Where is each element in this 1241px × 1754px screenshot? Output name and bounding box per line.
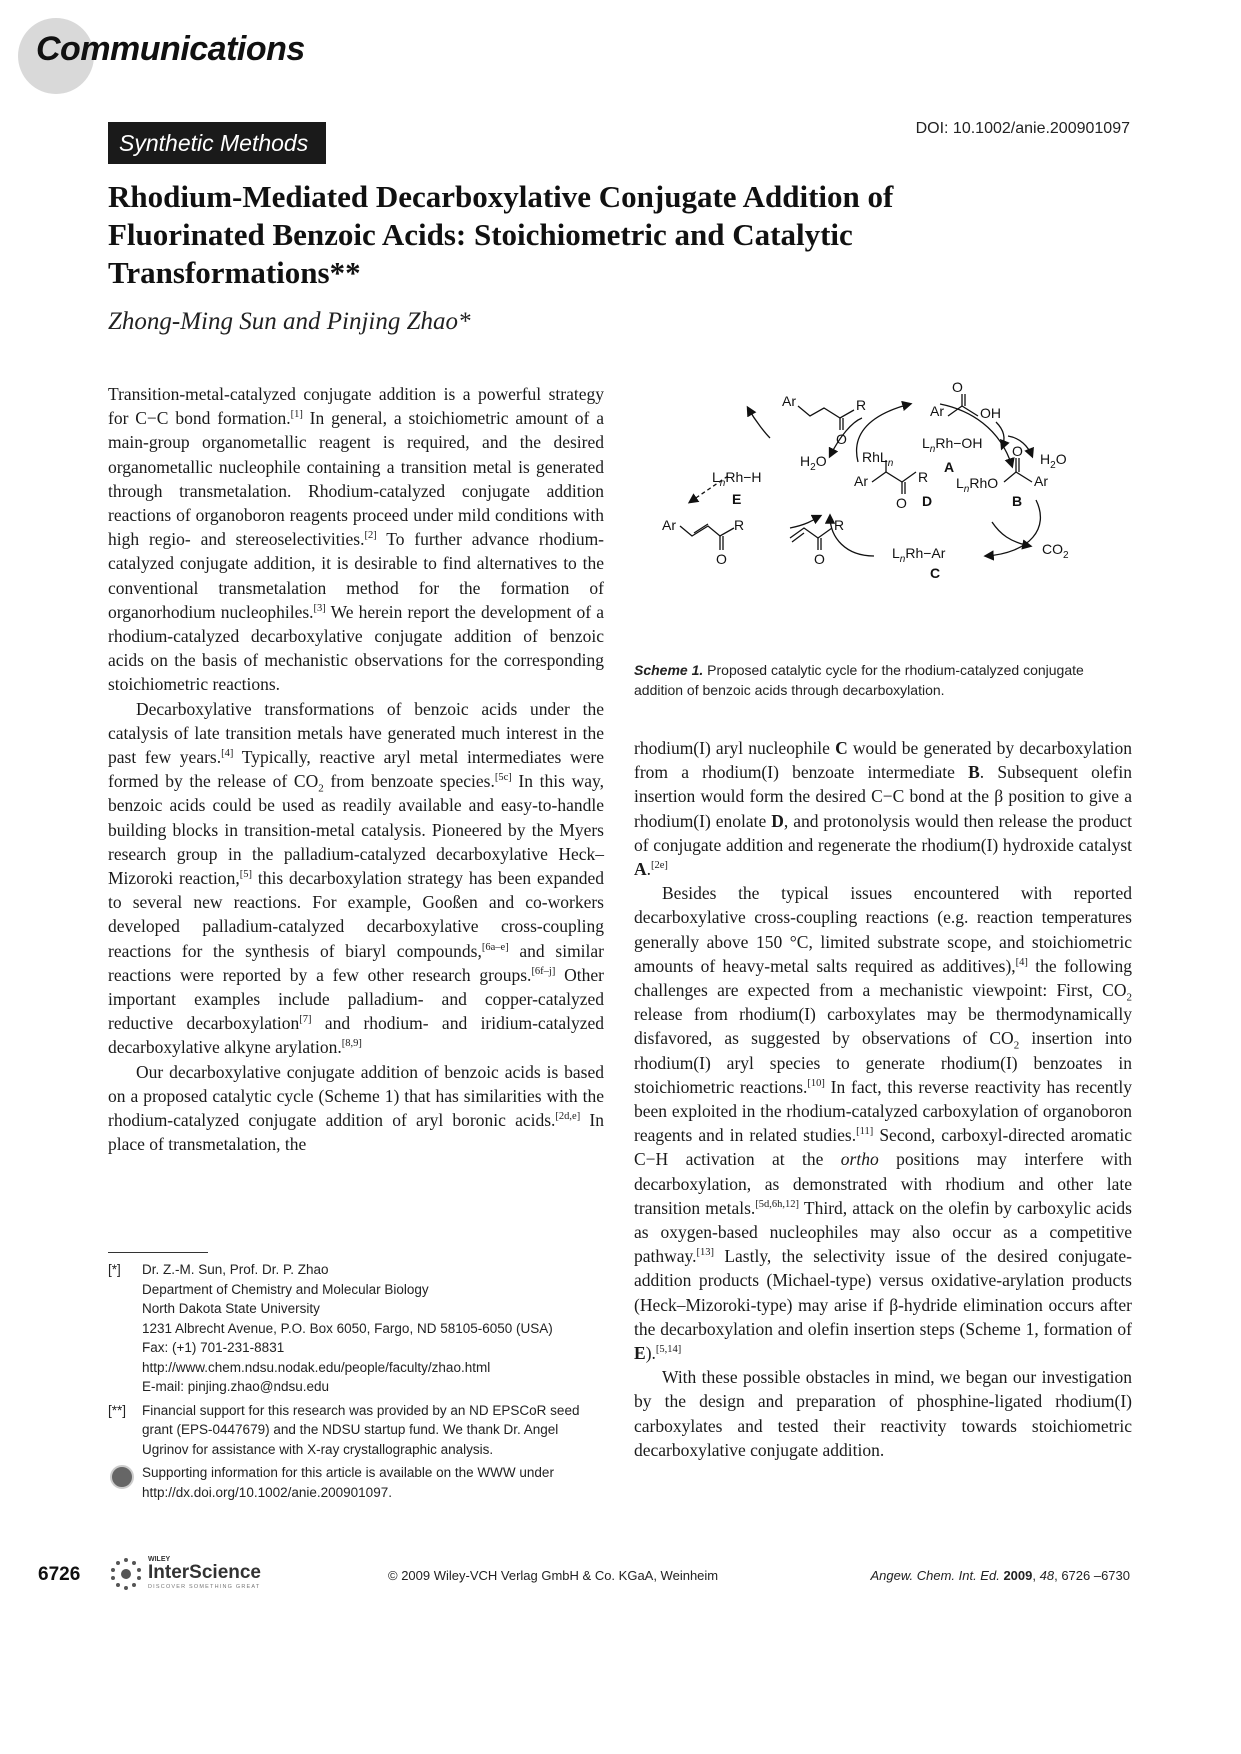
scheme-caption-text: Proposed catalytic cycle for the rhodium-catalyzed conjugate addition of benzoic acids through decarboxylation. <box>634 662 1084 698</box>
paragraph-1: Transition-metal-catalyzed conjugate addition is a powerful strategy for C−C bond formation.[1] In general, a stoichiometric amount of a main-group organometallic reagent is required, and the desired organometallic nucleophile containing a transition metal is generated through transmetalation. Rhodium-catalyzed conjugate addition reactions of organoboron reagents proceed under mild conditions with high regio- and stereoselectivities.[2] To further advance rhodium-catalyzed conjugate addition, it is desirable to find alternatives to the conventional transmetalation method for the formation of organorhodium nucleophiles.[3] We herein report the development of a rhodium-catalyzed decarboxylative conjugate addition of benzoic acids on the basis of mechanistic observations for the corresponding stoichiometric reactions. <box>108 384 605 695</box>
scheme-label-a: A <box>944 459 955 475</box>
journal-name: Angew. Chem. Int. Ed. <box>870 1568 1000 1583</box>
scheme-label-c: C <box>930 565 941 581</box>
scheme-label-lnrh-h: $L_nRh-H$ <box>712 469 762 489</box>
copyright: © 2009 Wiley-VCH Verlag GmbH & Co. KGaA, Weinheim <box>388 1568 719 1583</box>
footnote-line: North Dakota State University <box>142 1301 320 1316</box>
scheme-label-o-prod: O <box>716 551 727 567</box>
logo-tagline: DISCOVER SOMETHING GREAT <box>148 1584 261 1590</box>
footnote-line: Dr. Z.-M. Sun, Prof. Dr. P. Zhao <box>142 1262 329 1277</box>
scheme-label-r-mid: R <box>918 469 929 485</box>
scheme-label-lnrho: $L_nRhO$ <box>956 475 999 495</box>
supporting-info-icon <box>110 1465 134 1489</box>
logo-name: InterScience <box>148 1562 261 1583</box>
scheme-label-ar-benz: Ar <box>1034 473 1048 489</box>
footnote-marker-1: [*] <box>108 1262 121 1277</box>
journal-year: 2009 <box>1003 1568 1033 1583</box>
scheme-caption-label: Scheme 1. <box>634 662 704 678</box>
scheme-label-o-enone: O <box>814 551 825 567</box>
scheme-label-o-acid: O <box>952 379 963 395</box>
journal-citation: Angew. Chem. Int. Ed. 2009, 48, 6726 –6730 <box>870 1568 1130 1583</box>
doi: DOI: 10.1002/anie.200901097 <box>915 120 1130 137</box>
footnote-funding <box>108 1401 608 1460</box>
scheme-label-oh-acid: OH <box>980 405 1001 421</box>
paragraph-3: Our decarboxylative conjugate addition of benzoic acids is based on a proposed catalytic cycle (Scheme 1) that has similarities with the rhodium-catalyzed conjugate addition of aryl boronic acids.[2d,e] In place of transmetalation, the <box>108 1061 604 1155</box>
scheme-label-r-enone: R <box>834 517 845 533</box>
scheme-label-h2o-right: $H_2O$ <box>1040 451 1067 471</box>
scheme-label-rhln: RhL$_n$ <box>862 449 894 469</box>
scheme-label-lnrh-ar: $L_nRh-Ar$ <box>892 545 946 565</box>
scheme-label-ar-top: Ar <box>782 393 796 409</box>
scheme-label-b: B <box>1012 493 1023 509</box>
scheme-label-lnrh-oh: $L_nRh-OH$ <box>922 435 983 455</box>
scheme-label-ar-prod: Ar <box>662 517 676 533</box>
footnote-rule <box>108 1252 208 1253</box>
section-badge: Synthetic Methods <box>108 122 326 164</box>
paragraph-5: Besides the typical issues encountered with reported decarboxylative cross-coupling reactions (e.g. reaction temperatures generally above 150 °C, limited substrate scope, and stoichiometric amounts of heavy-metal salts required as additives),[4] the following challenges are expected from a mechanistic viewpoint: First, $CO_2$ release from rhodium(I) carboxylates may be thermodynamically disfavored, as suggested by observations of $CO_2$ insertion into rhodium(I) aryl species to generate rhodium(I) benzoates in stoichiometric reactions.[10] In fact, this reverse reactivity has recently been exploited in the rhodium-catalyzed carboxylation of organoboron reagents and in related studies.[11] Second, carboxyl-directed aromatic C−H activation at the ortho positions may interfere with decarboxylation, as demonstrated with rhodium and other late transition metals.[5d,6h,12] Third, attack on the olefin by carboxylic acids as oxygen-based nucleophiles may also occur as a competitive pathway.[13] Lastly, the selectivity issue of the desired conjugate-addition products (Michael-type) versus oxidative-arylation products (Heck–Mizoroki-type) may arise if β-hydride elimination occurs after the decarboxylation and olefin insertion steps (Scheme 1, formation of E).[5,14] <box>634 883 1133 1364</box>
footnote-affiliation <box>108 1260 608 1397</box>
scheme-label-h2o-left: $H_2O$ <box>800 453 827 473</box>
scheme-label-ar-acid: Ar <box>930 403 944 419</box>
scheme-label-o-mid: O <box>896 495 907 511</box>
logo-wiley: WILEY <box>148 1556 171 1563</box>
right-column <box>634 736 1132 1462</box>
section-title: Communications <box>36 30 305 68</box>
left-column <box>108 382 604 1157</box>
footnote-line: Fax: (+1) 701-231-8831 <box>142 1340 285 1355</box>
journal-volume: 48 <box>1039 1568 1055 1583</box>
footnote-line: Department of Chemistry and Molecular Biology <box>142 1281 429 1297</box>
authors: Zhong-Ming Sun and Pinjing Zhao* <box>108 308 471 335</box>
interscience-logo <box>108 1556 288 1592</box>
scheme-label-d: D <box>922 493 933 509</box>
footnote-line: 1231 Albrecht Avenue, P.O. Box 6050, Fargo, ND 58105-6050 (USA) <box>142 1320 553 1336</box>
scheme-label-e: E <box>732 491 742 507</box>
scheme-label-r-prod: R <box>734 517 745 533</box>
footnote-supporting-info-text: Supporting information for this article is available on the WWW under http://dx.doi.org/10.1002/anie.200901097. <box>142 1465 554 1500</box>
footnote-url[interactable]: http://www.chem.ndsu.nodak.edu/people/faculty/zhao.html <box>142 1359 491 1375</box>
paragraph-4: rhodium(I) aryl nucleophile C would be generated by decarboxylation from a rhodium(I) benzoate intermediate B. Subsequent olefin insertion would form the desired C−C bond at the β position to give a rhodium(I) enolate D, and protonolysis would then release the product of conjugate addition and regenerate the rhodium(I) hydroxide catalyst A.[2e] <box>634 738 1132 880</box>
journal-pages: 6726 –6730 <box>1061 1568 1130 1583</box>
interscience-globe-icon <box>108 1556 144 1592</box>
scheme-label-o-benz: O <box>1012 443 1023 459</box>
paragraph-6: With these possible obstacles in mind, we began our investigation by the design and preparation of phosphine-ligated rhodium(I) carboxylates and tested their reactivity towards stoichiometric decarboxylative conjugate addition. <box>634 1367 1132 1460</box>
footnotes <box>108 1260 608 1506</box>
footnote-supporting-info <box>108 1463 608 1502</box>
scheme-label-ar-mid: Ar <box>854 473 868 489</box>
scheme-1-catalytic-cycle <box>640 378 1136 648</box>
scheme-label-co2: $CO_2$ <box>1042 541 1069 561</box>
footnote-email[interactable]: E-mail: pinjing.zhao@ndsu.edu <box>142 1379 330 1394</box>
paragraph-2: Decarboxylative transformations of benzoic acids under the catalysis of late transition metals have generated much interest in the past few years.[4] Typically, reactive aryl metal intermediates were formed by the release of $CO_2$ from benzoate species.[5c] In this way, benzoic acids could be used as readily available and easy-to-handle building blocks in transition-metal catalysis. Pioneered by the Myers research group in the palladium-catalyzed decarboxylative Heck–Mizoroki reaction,[5] this decarboxylation strategy has been expanded to several new reactions. For example, Gooßen and co-workers developed palladium-catalyzed decarboxylative cross-coupling reactions for the synthesis of biaryl compounds,[6a–e] and similar reactions were reported by a few other research groups.[6f–j] Other important examples include palladium- and copper-catalyzed reductive decarboxylation[7] and rhodium- and iridium-catalyzed decarboxylative alkyne arylation.[8,9] <box>108 698 605 1058</box>
page-number: 6726 <box>38 1564 81 1585</box>
scheme-caption <box>634 660 1130 700</box>
footnote-funding-text: Financial support for this research was provided by an ND EPSCoR seed grant (EPS-0447679) and the NDSU startup fund. We thank Dr. Angel Ugrinov for assistance with X-ray crystallographic analysis. <box>142 1402 580 1457</box>
scheme-label-r-top: R <box>856 397 867 413</box>
scheme-label-o-top: O <box>836 431 847 447</box>
article-title: Rhodium-Mediated Decarboxylative Conjugate Addition of Fluorinated Benzoic Acids: Stoichiometric and Catalytic Transformations** <box>108 179 894 290</box>
footnote-marker-2: [**] <box>108 1402 127 1418</box>
